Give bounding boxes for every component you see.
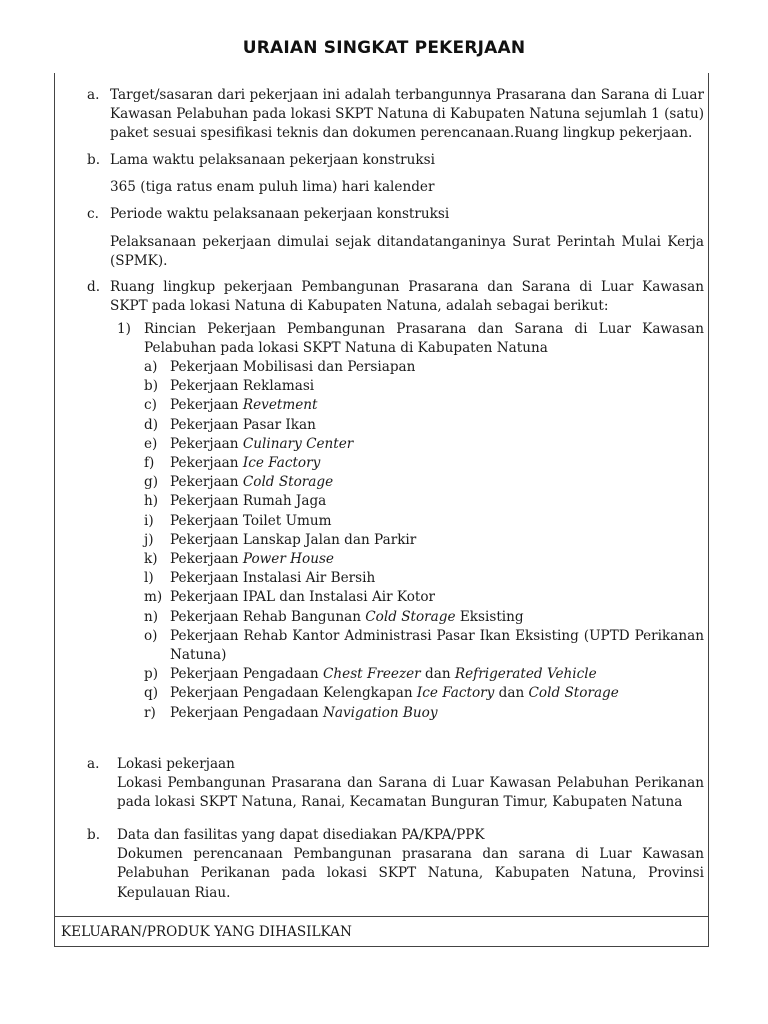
section-a-location — [87, 755, 704, 813]
list-item-term: Revetment — [242, 397, 318, 414]
list-item-term: Power House — [242, 551, 334, 568]
list-item-marker: h) — [144, 493, 159, 510]
list-item-text — [170, 531, 704, 550]
list-item-marker: g) — [144, 474, 159, 491]
list-item-text — [170, 684, 704, 703]
list-item-text — [170, 435, 704, 454]
list-item-text — [170, 550, 704, 569]
section-a-marker: a. — [87, 87, 100, 103]
list-item-marker: l) — [144, 570, 154, 587]
list-item — [144, 358, 704, 377]
list-item-marker: p) — [144, 666, 159, 683]
facilities-heading: Data dan fasilitas yang dapat disediakan PA/KPA/PPK — [117, 827, 485, 843]
facilities-text: Dokumen perencanaan Pembangunan prasarana dan sarana di Luar Kawasan Pelabuhan Perikanan pada lokasi SKPT Natuna, Kabupaten Natuna, Provinsi Kepulauan Riau. — [117, 846, 704, 901]
list-item — [144, 550, 704, 569]
document-title: URAIAN SINGKAT PEKERJAAN — [242, 38, 526, 58]
list-item — [144, 704, 704, 723]
list-item-segment: Pekerjaan — [170, 455, 243, 472]
list-item-marker: j) — [144, 531, 154, 548]
list-item-segment: Pekerjaan Instalasi Air Bersih — [170, 570, 376, 587]
facilities-marker: b. — [87, 827, 101, 843]
list-item-marker: d) — [144, 416, 159, 433]
subitem-1-marker: 1) — [117, 321, 131, 337]
list-item-segment: Pekerjaan Pengadaan — [170, 666, 323, 683]
section-b-facilities — [87, 826, 704, 903]
list-item — [144, 473, 704, 492]
list-item — [144, 588, 704, 607]
list-item-text — [170, 512, 704, 531]
list-item-term: Navigation Buoy — [323, 704, 438, 721]
list-item — [144, 396, 704, 415]
list-item-segment: dan — [494, 685, 529, 702]
list-item-segment: Pekerjaan Mobilisasi dan Persiapan — [170, 359, 416, 375]
list-item-text — [170, 377, 704, 396]
section-b-detail: 365 (tiga ratus enam puluh lima) hari kalender — [110, 179, 435, 195]
list-item — [144, 684, 704, 703]
list-item — [144, 416, 704, 435]
location-text: Lokasi Pembangunan Prasarana dan Sarana di Luar Kawasan Pelabuhan Perikanan pada lokasi SKPT Natuna, Ranai, Kecamatan Bunguran Timur, Kabupaten Natuna — [117, 775, 704, 811]
section-d-scope — [87, 278, 704, 316]
list-item-segment: Pekerjaan IPAL dan Instalasi Air Kotor — [170, 589, 436, 606]
section-a-target — [87, 86, 704, 144]
list-item-text — [170, 416, 704, 435]
section-b-duration — [87, 151, 704, 170]
list-item-marker: m) — [144, 589, 163, 606]
list-item-text — [170, 492, 704, 511]
content-frame — [54, 73, 709, 947]
table-divider — [55, 916, 708, 917]
section-b-marker: b. — [87, 152, 101, 168]
list-item-marker: b) — [144, 378, 159, 395]
list-item-marker: o) — [144, 627, 158, 644]
list-item-marker: q) — [144, 685, 159, 702]
list-item — [144, 512, 704, 531]
section-d-subitem-1 — [117, 320, 704, 358]
list-item-segment: Pekerjaan Rehab Bangunan — [170, 608, 366, 625]
section-c-marker: c. — [87, 206, 99, 222]
list-item-term: Cold Storage — [365, 608, 456, 625]
list-item-marker: c) — [144, 397, 157, 414]
list-item-text — [170, 627, 704, 665]
list-item-segment: Pekerjaan Rehab Kantor Administrasi Pasar Ikan Eksisting (UPTD Perikanan Natuna) — [170, 627, 704, 664]
list-item-marker: k) — [144, 551, 158, 568]
list-item-term: Refrigerated Vehicle — [454, 666, 597, 683]
list-item — [144, 665, 704, 684]
list-item-term: Cold Storage — [528, 685, 619, 702]
list-item-segment: Pekerjaan Rumah Jaga — [170, 493, 327, 510]
list-item-segment: dan — [420, 666, 455, 683]
list-item-text — [170, 454, 704, 473]
list-item-term: Ice Factory — [242, 455, 321, 472]
list-item-term: Chest Freezer — [323, 666, 421, 683]
list-item-marker: r) — [144, 704, 156, 721]
location-heading: Lokasi pekerjaan — [117, 756, 235, 772]
section-c-text: Periode waktu pelaksanaan pekerjaan konstruksi — [110, 206, 450, 222]
section-d-marker: d. — [87, 279, 101, 295]
list-item-marker: f) — [144, 455, 155, 472]
list-item-segment: Pekerjaan — [170, 435, 243, 452]
list-item — [144, 492, 704, 511]
list-item-text — [170, 608, 704, 627]
list-item-segment: Eksisting — [455, 608, 524, 625]
list-item — [144, 569, 704, 588]
list-item-text — [170, 588, 704, 607]
list-item-text — [170, 665, 704, 684]
list-item — [144, 435, 704, 454]
output-heading: KELUARAN/PRODUK YANG DIHASILKAN — [61, 924, 352, 940]
list-item — [144, 531, 704, 550]
list-item-text — [170, 358, 704, 377]
subitem-1-text: Rincian Pekerjaan Pembangunan Prasarana dan Sarana di Luar Kawasan Pelabuhan pada lokasi SKPT Natuna di Kabupaten Natuna — [144, 321, 704, 357]
list-item — [144, 454, 704, 473]
list-item-segment: Pekerjaan — [170, 474, 243, 491]
list-item — [144, 377, 704, 396]
list-item-segment: Pekerjaan Lanskap Jalan dan Parkir — [170, 531, 417, 548]
list-item-segment: Pekerjaan — [170, 551, 243, 568]
list-item-segment: Pekerjaan — [170, 397, 243, 414]
list-item-text — [170, 569, 704, 588]
list-item-segment: Pekerjaan Pengadaan Kelengkapan — [170, 685, 417, 702]
list-item-text — [170, 473, 704, 492]
list-item — [144, 608, 704, 627]
list-item-term: Ice Factory — [416, 685, 495, 702]
list-item-segment: Pekerjaan Reklamasi — [170, 378, 315, 395]
list-item-segment: Pekerjaan Pengadaan — [170, 704, 323, 721]
list-item-segment: Pekerjaan Toilet Umum — [170, 512, 332, 529]
section-d-text: Ruang lingkup pekerjaan Pembangunan Prasarana dan Sarana di Luar Kawasan SKPT pada lokasi Natuna di Kabupaten Natuna, adalah sebagai berikut: — [110, 279, 704, 315]
list-item-text — [170, 396, 704, 415]
section-b-text: Lama waktu pelaksanaan pekerjaan konstruksi — [110, 152, 435, 168]
work-items-list — [144, 358, 704, 723]
list-item-marker: n) — [144, 608, 159, 625]
section-c-detail: Pelaksanaan pekerjaan dimulai sejak ditandatanganinya Surat Perintah Mulai Kerja (SPMK). — [110, 234, 704, 270]
location-marker: a. — [87, 756, 100, 772]
list-item-marker: i) — [144, 512, 154, 529]
list-item-marker: e) — [144, 435, 158, 452]
list-item-marker: a) — [144, 359, 158, 375]
list-item-term: Culinary Center — [242, 435, 354, 452]
list-item-segment: Pekerjaan Pasar Ikan — [170, 416, 316, 433]
section-c-period — [87, 205, 704, 224]
list-item — [144, 627, 704, 665]
section-a-text: Target/sasaran dari pekerjaan ini adalah terbangunnya Prasarana dan Sarana di Luar Kawasan Pelabuhan pada lokasi SKPT Natuna di Kabupaten Natuna sejumlah 1 (satu) paket sesuai spesifikasi teknis dan dokumen perencanaan.Ruang lingkup pekerjaan. — [110, 87, 704, 142]
list-item-term: Cold Storage — [242, 474, 334, 491]
list-item-text — [170, 704, 704, 723]
